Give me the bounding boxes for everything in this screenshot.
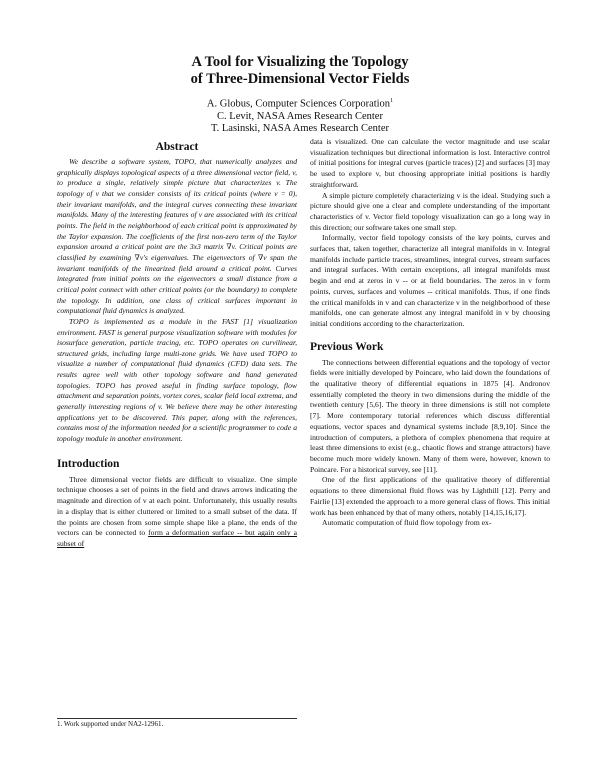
section-gap [57, 445, 297, 457]
introduction-paragraph-1-tail: form a deformation surface -- but again only a subset of [57, 528, 297, 548]
previous-work-paragraph-1: The connections between differential equations and the topology of vector fields were initially developed by Poincare, who laid down the foundations of the qualitative theory of differential equations in 1875 [4]. Andronov essentially completed the theory in two dimensions during the middle of the twentieth century [5,6]. The theory in three dimensions is still not complete [7]. More contemporary tutorial references which discuss differential equations, vector spaces and dynamical systems include [8,9,10]. Since the introduction of computers, a plethora of complex phenomena that require at least three dimensions to exist (e.g., chaotic flows and strange attractors) have become much more widely known. Many of them were, however, known to Poincare. For a historical survey, see [11]. [310, 357, 550, 474]
right-paragraph-2: A simple picture completely characterizing v is the ideal. Studying such a picture should give one a clear and complete understanding of the important characteristics of v. Vector field topology visualization can go a long way in this direction; our software takes one small step. [310, 190, 550, 232]
footnote-text: 1. Work supported under NA2-12961. [57, 720, 164, 728]
paper-title [0, 54, 600, 88]
section-gap [310, 330, 550, 340]
author-2: C. Levit, NASA Ames Research Center [217, 110, 383, 122]
introduction-heading: Introduction [57, 457, 120, 470]
introduction-section [57, 457, 297, 550]
introduction-paragraph-1-text: Three dimensional vector fields are difficult to visualize. One simple technique chooses a set of points in the field and draws arrows indicating the magnitude and direction of v at each point. Unfortunately, this usually results in a display that is either cluttered or limited to a small subset of the data. If the points are chosen from some simple shape like a plane, the ends of the vectors can be connected to [57, 474, 297, 538]
right-paragraph-1: data is visualized. One can calculate the vector magnitude and use scalar visualization techniques but directional information is lost. Interactive control of initial positions for integral curves (particle traces) [2] and surfaces [3] may be used to explore v, but choosing appropriate initial positions is hardly straightforward. [310, 137, 550, 189]
abstract-paragraph-1: We describe a software system, TOPO, that numerically analyzes and graphically displays topological aspects of a three dimensional vector field, v, to produce a single, relatively simple picture that characterizes v. The topology of v that we consider consists of its critical points (where v = 0), their invariant manifolds, and the integral curves connecting these invariant manifolds. Many of the interesting features of v are associated with its critical points. The field in the neighborhood of each critical point is approximated by the Taylor expansion. The coefficients of the first non-zero term of the Taylor expansion around a critical point are the 3x3 matrix ∇v. Critical points are classified by examining ∇v's eigenvalues. The eigenvectors of ∇v span the invariant manifolds of the linearized field around a critical point. Curves integrated from initial points on the eigenvectors a small distance from a critical point connect with other critical points (or the boundary) to complete the topology. In addition, one class of critical surfaces important in computational fluid dynamics is analyzed. [57, 157, 297, 316]
paper-header [0, 54, 600, 135]
footnote [57, 718, 297, 729]
left-column [57, 140, 297, 550]
author-1-footnote-mark: 1 [390, 98, 394, 104]
previous-work-paragraph-2: One of the first applications of the qualitative theory of differential equations to three dimensional fluid flows was by Lighthill [12]. Perry and Fairlie [13] extended the approach to a more general class of flows. This initial work has been enhanced by that of many others, notably [14,15,16,17]. [310, 475, 550, 517]
title-line-2: of Three-Dimensional Vector Fields [190, 71, 410, 87]
author-list [0, 95, 600, 135]
abstract-heading: Abstract [155, 141, 199, 153]
introduction-paragraph-1 [57, 475, 297, 550]
title-line-1: A Tool for Visualizing the Topology [191, 54, 409, 70]
author-1 [0, 95, 600, 111]
author-1-name: A. Globus, Computer Sciences Corporation [206, 98, 391, 110]
right-paragraph-3: Informally, vector field topology consists of the key points, curves and surfaces that, taken together, characterize all integral manifolds in v. Integral manifolds include particle traces, streamlines, integral curves, stream surfaces and integral surfaces. With certain exceptions, all integral manifolds must begin and end at zeros in v -- or at field boundaries. The zeros in v form points, curves, surfaces and volumes -- critical manifolds. Thus, if one finds the critical manifolds in v and can characterize v in the neighborhood of these manifolds, one can generate almost any integral manifold in v by choosing initial conditions according to the characterization. [310, 233, 550, 328]
right-column [310, 137, 550, 529]
author-3: T. Lasinski, NASA Ames Research Center [211, 122, 389, 134]
previous-work-paragraph-3: Automatic computation of fluid flow topology from ex- [322, 518, 492, 528]
abstract-paragraph-2: TOPO is implemented as a module in the FAST [1] visualization environment. FAST is general purpose visualization software with modules for isosurface generation, particle tracing, etc. TOPO operates on curvilinear, structured grids, including large multi-zone grids. We have used TOPO to visualize a number of computational fluid dynamics (CFD) data sets. The results agree well with other topology software and hand generated topologies. TOPO has proved useful in finding surface topology, flow attachment and separation points, vortex cores, scalar field local extrema, and generally interesting regions of v. We believe there may be other interesting applications yet to be discovered. This paper, along with the references, contains most of the information needed for a scientific programmer to code a topology module in another environment. [57, 316, 297, 444]
previous-work-heading: Previous Work [310, 340, 384, 353]
abstract-section [57, 140, 297, 445]
